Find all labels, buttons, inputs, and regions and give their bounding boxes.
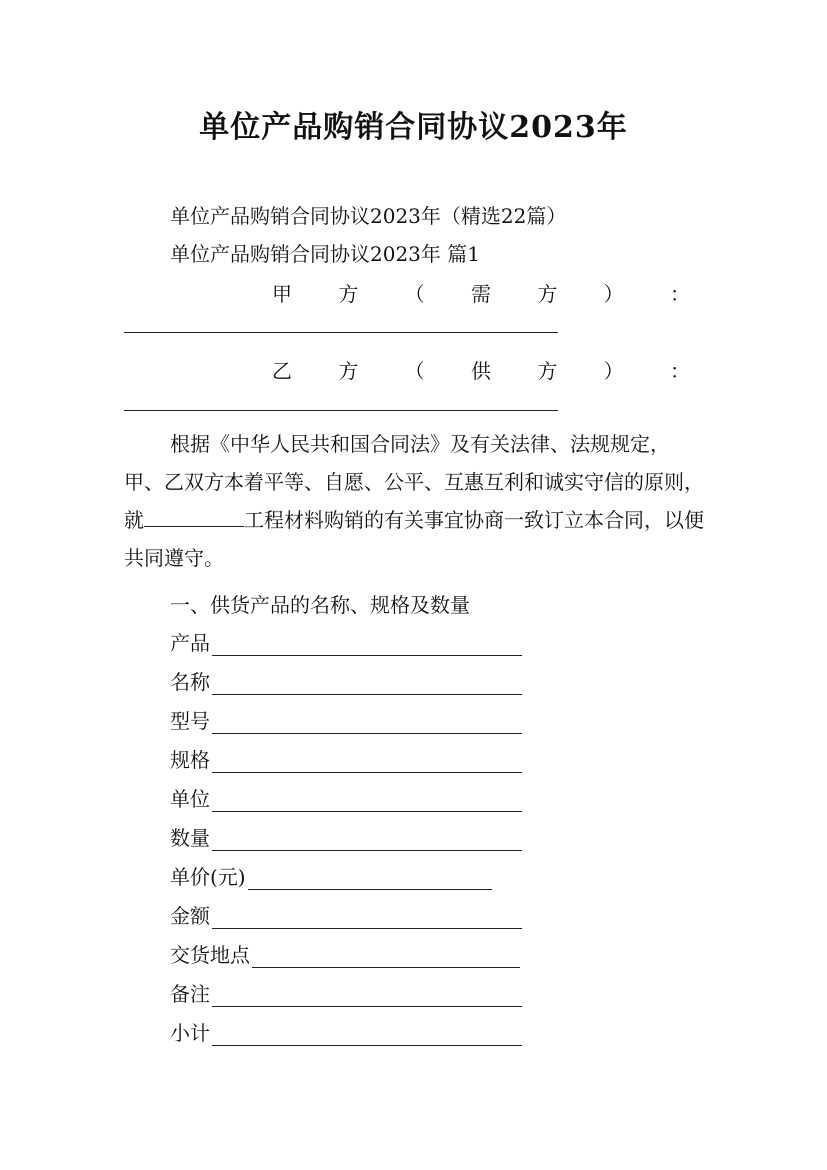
field-product [170, 627, 522, 656]
field-delivery-location [170, 939, 520, 968]
party-a-char: ： [669, 282, 690, 306]
intro-text-part1: 根据《中华人民共和国合同法》及有关法律、法规规定，甲、乙双方本着平等、自愿、公平、互惠互利和诚实守信的原则，就 [124, 432, 704, 532]
field-blank [212, 674, 522, 695]
field-remarks [170, 978, 522, 1007]
field-label: 产品 [170, 631, 210, 655]
project-name-blank [144, 508, 244, 527]
field-blank [212, 1025, 522, 1046]
field-unit [170, 783, 522, 812]
party-b-char: ： [669, 359, 690, 383]
clause1-heading: 一、供货产品的名称、规格及数量 [170, 593, 470, 617]
party-a-blank-line [124, 332, 558, 333]
intro-paragraph [124, 425, 704, 577]
field-label: 交货地点 [170, 943, 250, 967]
field-blank [212, 986, 522, 1007]
field-label: 型号 [170, 709, 210, 733]
party-b-char: 乙 [272, 359, 292, 383]
party-b-blank-line [124, 410, 558, 411]
field-subtotal [170, 1017, 522, 1046]
field-label: 金额 [170, 904, 210, 928]
party-b-char: （ [404, 359, 425, 383]
field-label: 规格 [170, 748, 210, 772]
field-label: 小计 [170, 1021, 210, 1045]
field-label: 单价(元) [170, 865, 246, 889]
field-spec [170, 744, 522, 773]
party-b-char: 方 [338, 359, 359, 383]
party-a-char: 甲 [272, 282, 292, 306]
section-heading: 单位产品购销合同协议2023年 篇1 [170, 242, 480, 266]
field-unit-price [170, 861, 492, 890]
field-blank [212, 752, 522, 773]
field-blank [212, 791, 522, 812]
document-subtitle: 单位产品购销合同协议2023年（精选22篇） [170, 204, 567, 228]
party-a-char: 方 [537, 282, 558, 306]
field-amount [170, 900, 522, 929]
party-b-char: 供 [470, 359, 491, 383]
party-a-char: （ [404, 282, 425, 306]
field-label: 名称 [170, 670, 210, 694]
field-quantity [170, 822, 522, 851]
party-a-char: 需 [470, 282, 491, 306]
party-a-char: 方 [338, 282, 359, 306]
field-blank [212, 635, 522, 656]
field-label: 数量 [170, 826, 210, 850]
party-a-char: ） [603, 282, 624, 306]
field-blank [248, 869, 492, 890]
party-a-line [272, 278, 690, 307]
party-b-char: ） [603, 359, 624, 383]
party-b-line [272, 355, 690, 384]
field-blank [212, 830, 522, 851]
field-blank [212, 908, 522, 929]
intro-text-part2: 工程材料购销的有关事宜协商一致订立本合同，以便共同遵守。 [124, 508, 704, 570]
document-title: 单位产品购销合同协议2023年 [199, 110, 628, 145]
field-name [170, 666, 522, 695]
field-label: 单位 [170, 787, 210, 811]
field-model [170, 705, 522, 734]
field-blank [252, 947, 520, 968]
field-label: 备注 [170, 982, 210, 1006]
field-blank [212, 713, 522, 734]
party-b-char: 方 [537, 359, 558, 383]
